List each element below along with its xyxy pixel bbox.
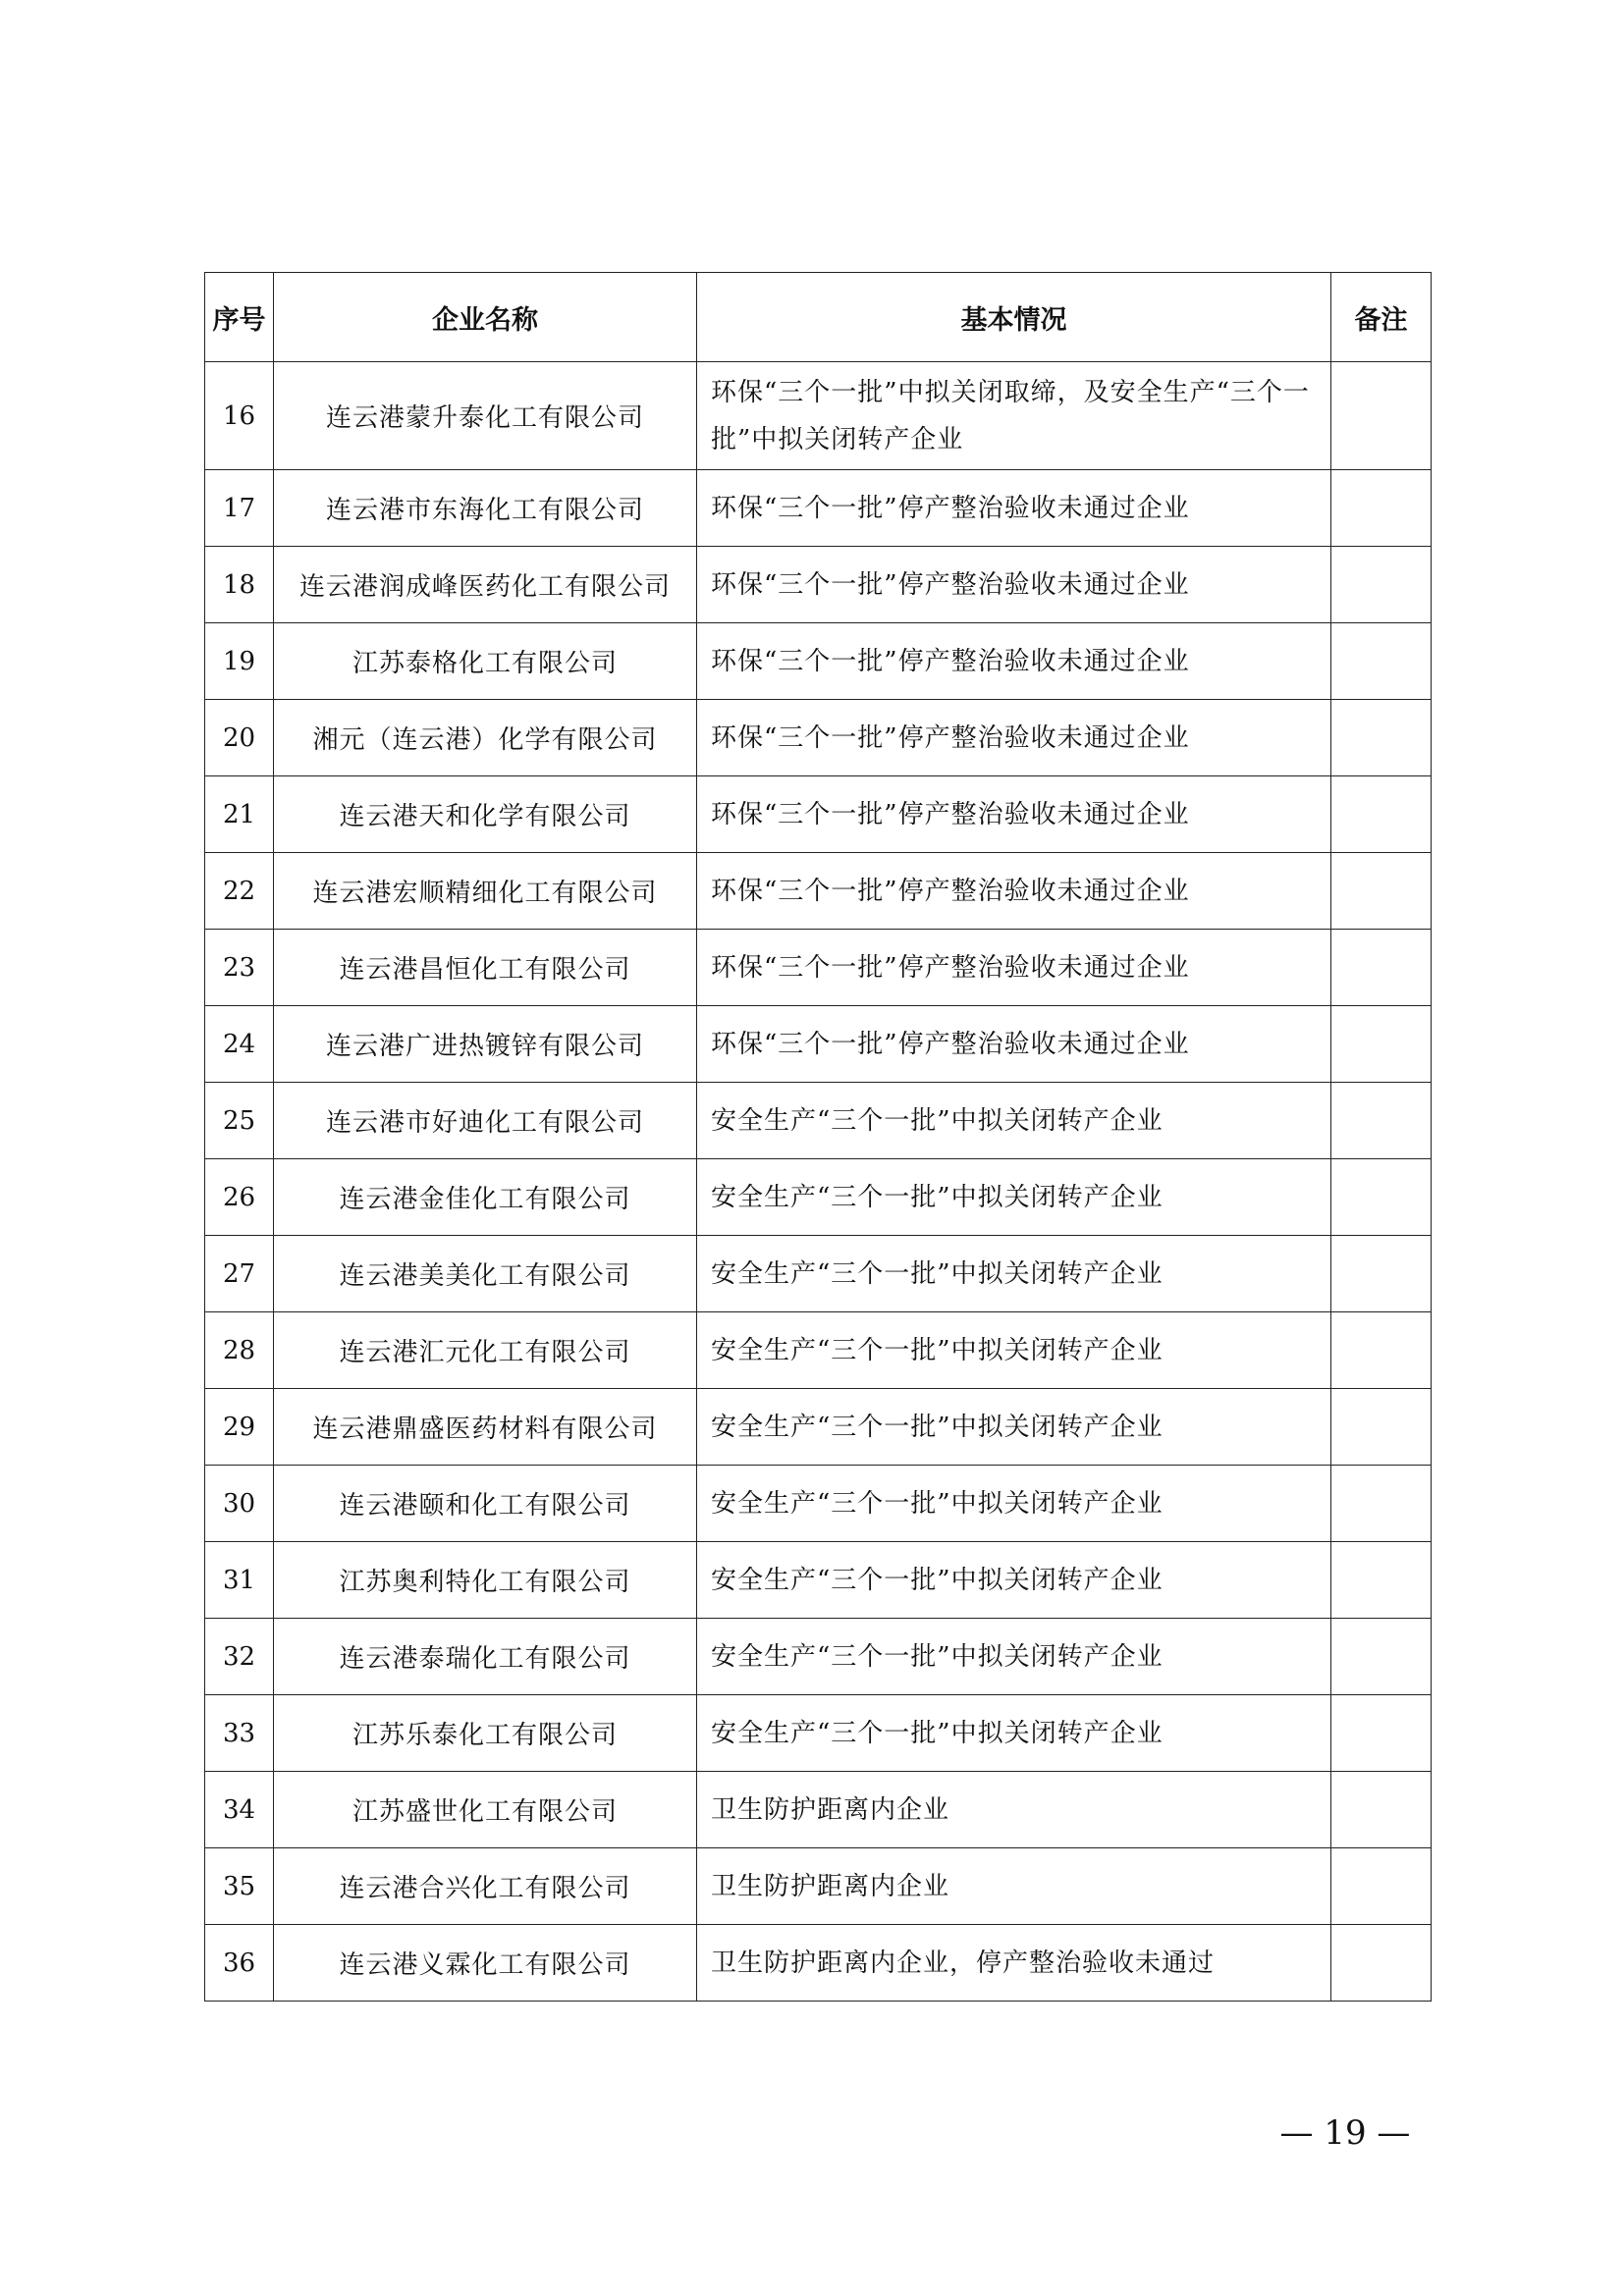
row-serial-number: 22 — [205, 853, 274, 930]
table-row — [205, 853, 1432, 930]
table-header-row — [205, 273, 1432, 362]
row-company-name: 连云港宏顺精细化工有限公司 — [274, 853, 697, 930]
row-company-name: 连云港泰瑞化工有限公司 — [274, 1619, 697, 1695]
row-basic-situation: 环保“三个一批”停产整治验收未通过企业 — [697, 930, 1331, 1006]
row-remarks — [1331, 1389, 1432, 1466]
row-serial-number: 32 — [205, 1619, 274, 1695]
row-serial-number: 18 — [205, 547, 274, 623]
row-remarks — [1331, 1542, 1432, 1619]
row-basic-situation: 安全生产“三个一批”中拟关闭转产企业 — [697, 1312, 1331, 1389]
row-company-name: 连云港颐和化工有限公司 — [274, 1466, 697, 1542]
row-company-name: 江苏泰格化工有限公司 — [274, 623, 697, 700]
row-basic-situation: 环保“三个一批”中拟关闭取缔，及安全生产“三个一批”中拟关闭转产企业 — [697, 362, 1331, 470]
row-remarks — [1331, 1848, 1432, 1925]
header-serial-number: 序号 — [205, 273, 274, 362]
row-basic-situation: 卫生防护距离内企业，停产整治验收未通过 — [697, 1925, 1331, 2002]
row-remarks — [1331, 700, 1432, 776]
row-company-name: 连云港金佳化工有限公司 — [274, 1159, 697, 1236]
row-basic-situation: 环保“三个一批”停产整治验收未通过企业 — [697, 776, 1331, 853]
page-number: — 19 — — [1279, 2113, 1411, 2153]
row-basic-situation: 安全生产“三个一批”中拟关闭转产企业 — [697, 1542, 1331, 1619]
row-serial-number: 35 — [205, 1848, 274, 1925]
table-row — [205, 700, 1432, 776]
row-basic-situation: 安全生产“三个一批”中拟关闭转产企业 — [697, 1159, 1331, 1236]
header-basic-situation: 基本情况 — [697, 273, 1331, 362]
row-company-name: 江苏盛世化工有限公司 — [274, 1772, 697, 1848]
row-serial-number: 17 — [205, 470, 274, 547]
row-basic-situation: 环保“三个一批”停产整治验收未通过企业 — [697, 853, 1331, 930]
row-serial-number: 28 — [205, 1312, 274, 1389]
row-company-name: 江苏奥利特化工有限公司 — [274, 1542, 697, 1619]
row-company-name: 连云港蒙升泰化工有限公司 — [274, 362, 697, 470]
row-company-name: 湘元（连云港）化学有限公司 — [274, 700, 697, 776]
table-row — [205, 1083, 1432, 1159]
row-serial-number: 26 — [205, 1159, 274, 1236]
row-basic-situation: 安全生产“三个一批”中拟关闭转产企业 — [697, 1466, 1331, 1542]
row-serial-number: 33 — [205, 1695, 274, 1772]
row-remarks — [1331, 1083, 1432, 1159]
row-company-name: 江苏乐泰化工有限公司 — [274, 1695, 697, 1772]
row-serial-number: 16 — [205, 362, 274, 470]
row-basic-situation: 环保“三个一批”停产整治验收未通过企业 — [697, 700, 1331, 776]
row-remarks — [1331, 1925, 1432, 2002]
table-row — [205, 1389, 1432, 1466]
row-basic-situation: 卫生防护距离内企业 — [697, 1772, 1331, 1848]
row-company-name: 连云港美美化工有限公司 — [274, 1236, 697, 1312]
enterprise-table — [204, 272, 1432, 2002]
row-serial-number: 21 — [205, 776, 274, 853]
row-company-name: 连云港合兴化工有限公司 — [274, 1848, 697, 1925]
table-row — [205, 1236, 1432, 1312]
table-row — [205, 1772, 1432, 1848]
row-serial-number: 27 — [205, 1236, 274, 1312]
row-basic-situation: 卫生防护距离内企业 — [697, 1848, 1331, 1925]
table-row — [205, 623, 1432, 700]
row-remarks — [1331, 776, 1432, 853]
header-company-name: 企业名称 — [274, 273, 697, 362]
row-basic-situation: 安全生产“三个一批”中拟关闭转产企业 — [697, 1695, 1331, 1772]
row-serial-number: 23 — [205, 930, 274, 1006]
table-row — [205, 776, 1432, 853]
row-serial-number: 30 — [205, 1466, 274, 1542]
row-basic-situation: 环保“三个一批”停产整治验收未通过企业 — [697, 623, 1331, 700]
row-company-name: 连云港汇元化工有限公司 — [274, 1312, 697, 1389]
row-remarks — [1331, 1466, 1432, 1542]
row-remarks — [1331, 930, 1432, 1006]
row-remarks — [1331, 470, 1432, 547]
row-serial-number: 25 — [205, 1083, 274, 1159]
row-serial-number: 19 — [205, 623, 274, 700]
table-row — [205, 1695, 1432, 1772]
row-basic-situation: 安全生产“三个一批”中拟关闭转产企业 — [697, 1083, 1331, 1159]
row-serial-number: 20 — [205, 700, 274, 776]
row-remarks — [1331, 1006, 1432, 1083]
row-serial-number: 29 — [205, 1389, 274, 1466]
row-remarks — [1331, 1695, 1432, 1772]
table-row — [205, 1848, 1432, 1925]
table-row — [205, 470, 1432, 547]
row-company-name: 连云港天和化学有限公司 — [274, 776, 697, 853]
table-row — [205, 362, 1432, 470]
table-row — [205, 1159, 1432, 1236]
table-row — [205, 1542, 1432, 1619]
row-company-name: 连云港鼎盛医药材料有限公司 — [274, 1389, 697, 1466]
row-basic-situation: 环保“三个一批”停产整治验收未通过企业 — [697, 547, 1331, 623]
row-remarks — [1331, 362, 1432, 470]
row-remarks — [1331, 547, 1432, 623]
table-row — [205, 1312, 1432, 1389]
table-row — [205, 1619, 1432, 1695]
row-company-name: 连云港广进热镀锌有限公司 — [274, 1006, 697, 1083]
row-company-name: 连云港润成峰医药化工有限公司 — [274, 547, 697, 623]
row-remarks — [1331, 1619, 1432, 1695]
row-serial-number: 24 — [205, 1006, 274, 1083]
row-basic-situation: 安全生产“三个一批”中拟关闭转产企业 — [697, 1619, 1331, 1695]
row-remarks — [1331, 1772, 1432, 1848]
row-basic-situation: 安全生产“三个一批”中拟关闭转产企业 — [697, 1236, 1331, 1312]
table-row — [205, 547, 1432, 623]
row-basic-situation: 安全生产“三个一批”中拟关闭转产企业 — [697, 1389, 1331, 1466]
table-row — [205, 1466, 1432, 1542]
table-row — [205, 1006, 1432, 1083]
row-remarks — [1331, 1236, 1432, 1312]
row-remarks — [1331, 1159, 1432, 1236]
row-serial-number: 31 — [205, 1542, 274, 1619]
header-remarks: 备注 — [1331, 273, 1432, 362]
row-company-name: 连云港市东海化工有限公司 — [274, 470, 697, 547]
row-remarks — [1331, 623, 1432, 700]
row-serial-number: 34 — [205, 1772, 274, 1848]
table-row — [205, 930, 1432, 1006]
row-company-name: 连云港昌恒化工有限公司 — [274, 930, 697, 1006]
row-company-name: 连云港市好迪化工有限公司 — [274, 1083, 697, 1159]
table-row — [205, 1925, 1432, 2002]
row-company-name: 连云港义霖化工有限公司 — [274, 1925, 697, 2002]
row-serial-number: 36 — [205, 1925, 274, 2002]
row-basic-situation: 环保“三个一批”停产整治验收未通过企业 — [697, 1006, 1331, 1083]
row-remarks — [1331, 853, 1432, 930]
row-basic-situation: 环保“三个一批”停产整治验收未通过企业 — [697, 470, 1331, 547]
row-remarks — [1331, 1312, 1432, 1389]
